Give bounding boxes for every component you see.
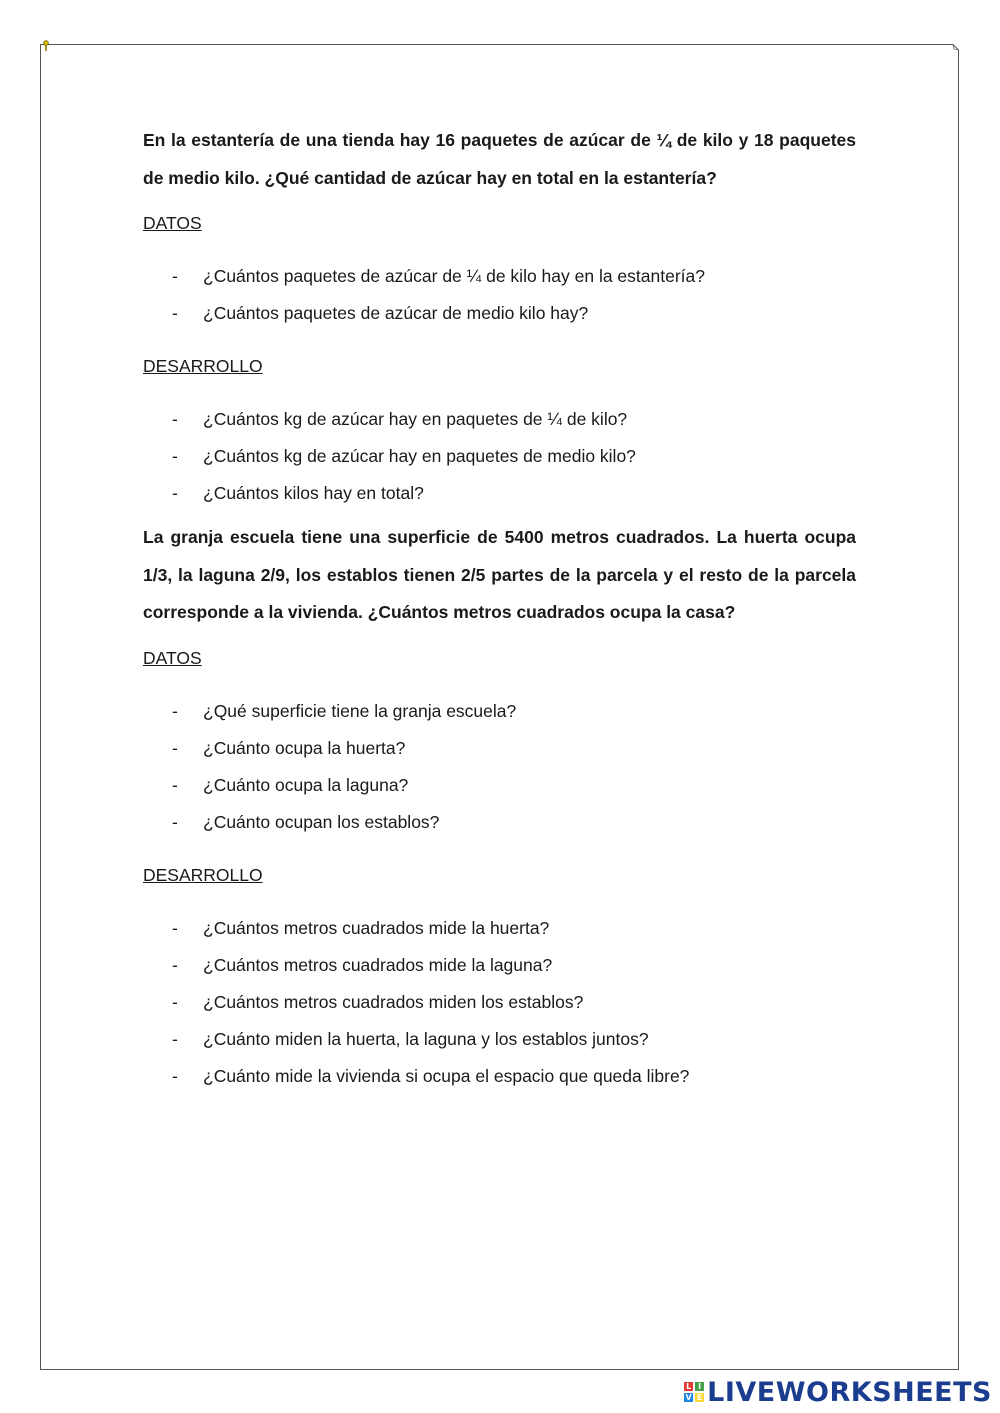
question-text: ¿Cuánto ocupa la laguna? [203,774,409,795]
bullet-dash: - [172,991,178,1012]
list-item [143,302,856,339]
bullet-dash: - [172,774,178,795]
list-item [143,482,856,519]
problem-1-desarrollo-heading: DESARROLLO [143,356,263,376]
question-text: ¿Qué superficie tiene la granja escuela? [203,700,517,721]
question-text: ¿Cuántos paquetes de azúcar de medio kilo hay? [203,303,589,323]
question-text: ¿Cuántos metros cuadrados mide la huerta? [203,917,550,938]
problem-1-statement: En la estantería de una tienda hay 16 paquetes de azúcar de ¼ de kilo y 18 paquetes de medio kilo. ¿Qué cantidad de azúcar hay en total en la estantería? [143,130,856,188]
list-item [143,954,856,991]
bullet-dash: - [172,1028,178,1049]
problem-2-statement: La granja escuela tiene una superficie de 5400 metros cuadrados. La huerta ocupa 1/3, la laguna 2/9, los establos tienen 2/5 partes de la parcela y el resto de la parcela corresponde a la vivienda. ¿Cuántos metros cuadrados ocupa la casa? [143,527,856,622]
list-item [143,737,856,774]
bullet-dash: - [172,266,178,286]
list-item [143,1065,856,1102]
logo-text: LIVEWORKSHEETS [707,1376,992,1408]
question-text: ¿Cuánto ocupa la huerta? [203,737,406,758]
question-text: ¿Cuánto mide la vivienda si ocupa el espacio que queda libre? [203,1065,690,1086]
problem-1-desarrollo-list [143,408,856,519]
bullet-dash: - [172,1065,178,1086]
question-text: ¿Cuántos kilos hay en total? [203,483,424,503]
list-item [143,700,856,737]
question-text: ¿Cuántos metros cuadrados miden los establos? [203,991,584,1012]
question-text: ¿Cuánto ocupan los establos? [203,811,440,832]
list-item [143,445,856,482]
problem-1-datos-list [143,265,856,339]
list-item [143,991,856,1028]
bullet-dash: - [172,409,178,429]
page-corner-fold [941,44,959,58]
problem-2-datos-list [143,700,856,848]
question-text: ¿Cuánto miden la huerta, la laguna y los establos juntos? [203,1028,649,1049]
logo-mark-letter: I [695,1382,704,1391]
pin-icon [42,40,50,52]
bullet-dash: - [172,446,178,466]
list-item [143,774,856,811]
problem-2-datos-heading: DATOS [143,647,202,668]
list-item [143,917,856,954]
logo-mark-letter: V [685,1393,692,1402]
bullet-dash: - [172,954,178,975]
bullet-dash: - [172,737,178,758]
bullet-dash: - [172,811,178,832]
liveworksheets-logo [684,1377,992,1407]
list-item [143,265,856,302]
question-text: ¿Cuántos kg de azúcar hay en paquetes de medio kilo? [203,446,636,466]
logo-mark-icon [684,1382,704,1402]
logo-mark-letter: L [686,1382,692,1391]
bullet-dash: - [172,917,178,938]
bullet-dash: - [172,303,178,323]
list-item [143,1028,856,1065]
bullet-dash: - [172,700,178,721]
bullet-dash: - [172,483,178,503]
question-text: ¿Cuántos kg de azúcar hay en paquetes de ¼ de kilo? [203,409,628,429]
problem-2-desarrollo-list [143,917,856,1102]
problem-2-desarrollo-heading: DESARROLLO [143,864,263,885]
question-text: ¿Cuántos paquetes de azúcar de ¼ de kilo hay en la estantería? [203,266,705,286]
question-text: ¿Cuántos metros cuadrados mide la laguna? [203,954,553,975]
list-item [143,408,856,445]
list-item [143,811,856,848]
logo-mark-letter: E [696,1393,703,1402]
worksheet-content [143,122,856,1102]
problem-1-datos-heading: DATOS [143,213,202,233]
